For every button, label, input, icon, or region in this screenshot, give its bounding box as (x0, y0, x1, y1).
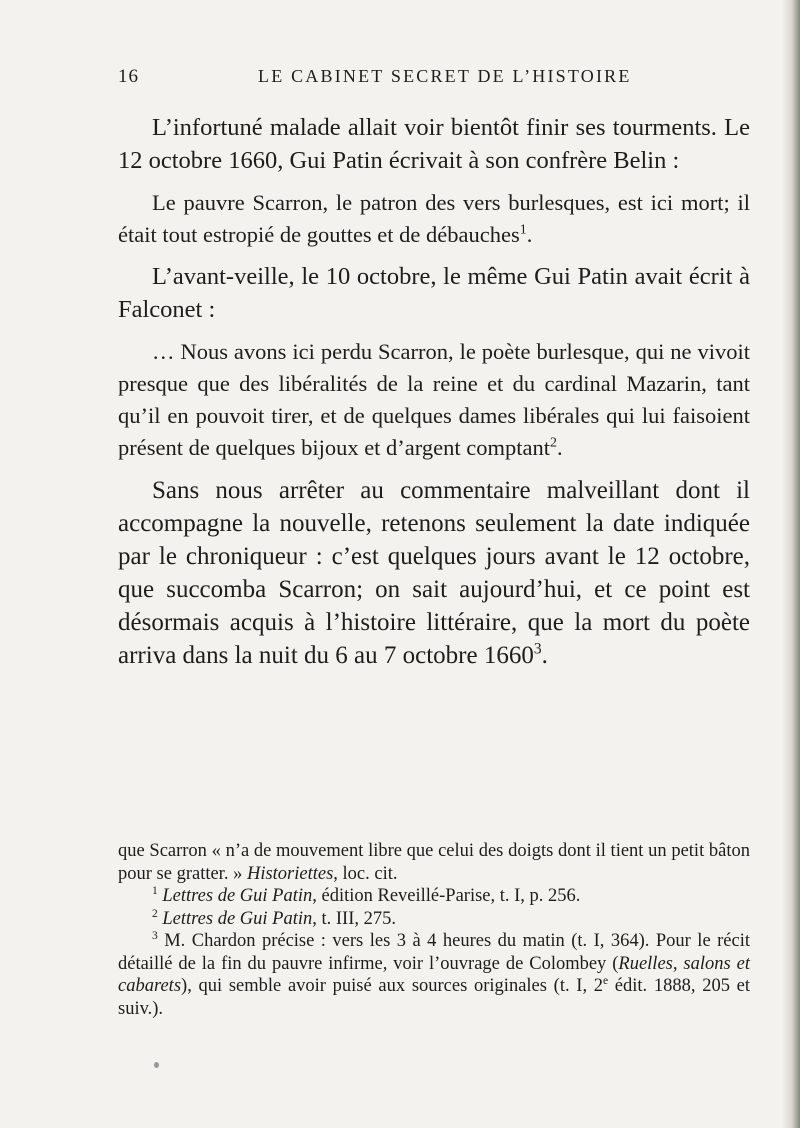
main-text (118, 112, 750, 682)
quotation-belin: Le pauvre Scarron, le patron des vers burlesques, est ici mort; il était tout estropié de gouttes et de débauches$^1$. (118, 190, 750, 247)
running-title: LE CABINET SECRET DE L’HISTOIRE (258, 66, 632, 86)
quotation-falconet: … Nous avons ici perdu Scarron, le poète burlesque, qui ne vivoit presque que des libéralités de la reine et du cardinal Mazarin, tant qu’il en pouvoit tirer, et de quelques dames libérales qui lui faisoient présent de quelques bijoux et d’argent comptant$^2$. (118, 339, 750, 460)
paragraph-intro: L’infortuné malade allait voir bientôt finir ses tourments. Le 12 octobre 1660, Gui Patin écrivait à son confrère Belin : (118, 114, 750, 174)
footnote-1: $^1$ Lettres de Gui Patin, édition Reveillé-Parise, t. I, p. 256. (152, 884, 581, 906)
footnote-ref-2: 2 (549, 435, 557, 451)
footnote-2: $^2$ Lettres de Gui Patin, t. III, 275. (152, 907, 396, 929)
ink-spot (154, 1062, 159, 1068)
footnote-continued: que Scarron « n’a de mouvement libre que celui des doigts dont il tient un petit bâton pour se gratter. » Historiettes, loc. cit. (118, 841, 750, 884)
footnote-ref-3: 3 (533, 640, 542, 658)
page-header (118, 66, 738, 96)
footnote-3: $^3$ M. Chardon précise : vers les 3 à 4 heures du matin (t. I, 364). Pour le récit détaillé de la fin du pauvre infirme, voir l’ouvrage de Colombey (Ruelles, salons et cabarets), qui semble avoir puisé aux sources originales (t. I, 2e édit. 1888, 205 et suiv.). (118, 929, 750, 1019)
paragraph-commentary: Sans nous arrêter au commentaire malveillant dont il accompagne la nouvelle, retenons seulement la date indiquée par le chroniqueur : c’est quelques jours avant le 12 octobre, que succomba Scarron; on sait aujourd’hui, et ce point est désormais acquis à l’histoire littéraire, que la mort du poète arriva dans la nuit du 6 au 7 octobre 1660$^3$. (118, 477, 750, 669)
page-edge-shadow (782, 0, 800, 1128)
footnote-ref-1: 1 (519, 222, 527, 238)
page-number: 16 (118, 66, 139, 87)
footnotes (118, 840, 750, 1020)
paragraph-avant-veille: L’avant-veille, le 10 octobre, le même Gui Patin avait écrit à Falconet : (118, 263, 750, 323)
